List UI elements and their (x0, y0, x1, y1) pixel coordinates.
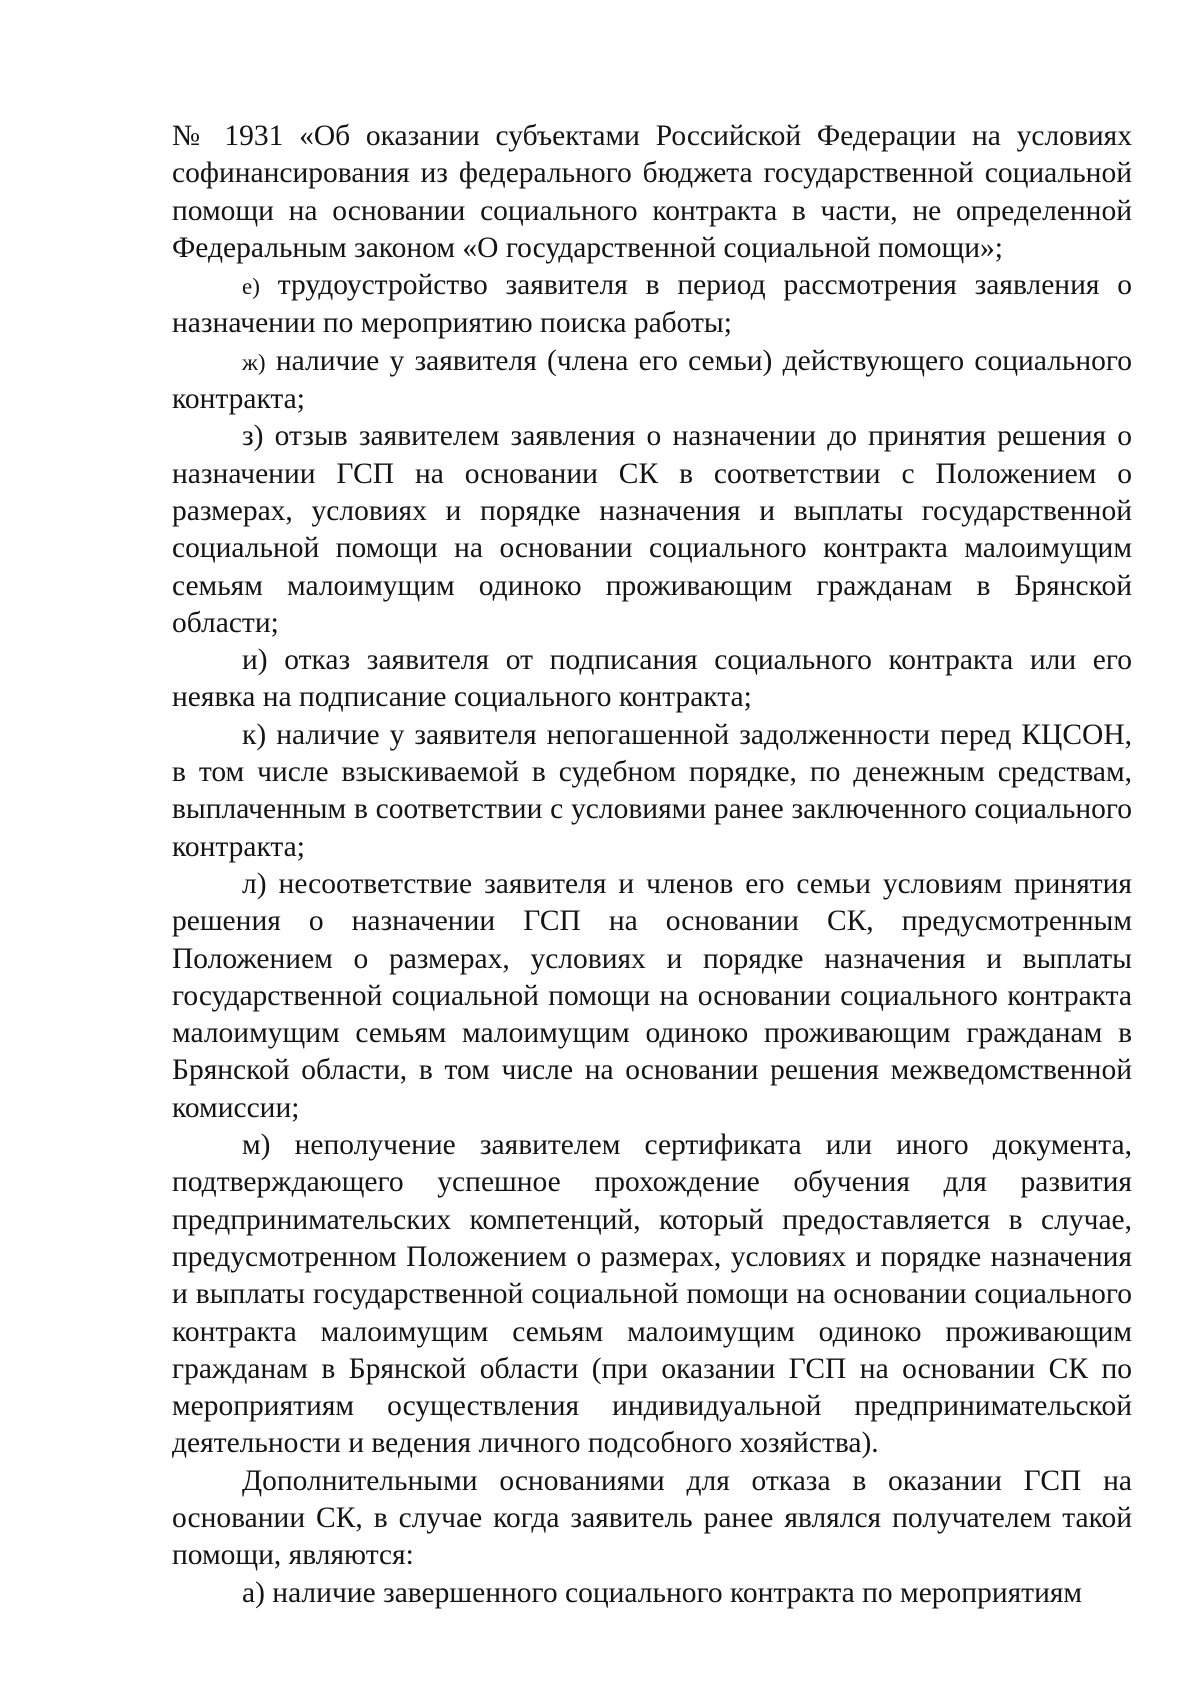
list-item-text: отказ заявителя от подписания социального контракта или его неявка на подписание социального контракта; (172, 644, 1132, 714)
list-item-z (172, 418, 1132, 642)
list-item-text: несоответствие заявителя и членов его семьи условиям принятия решения о назначении ГСП на основании СК, предусмотренным Положением о размерах, условиях и порядке назначения и выплаты государственной социальной помощи на основании социального контракта малоимущим семьям малоимущим одиноко проживающим гражданам в Брянской области, в том числе на основании решения межведомственной комиссии; (172, 867, 1133, 1124)
paragraph-text: Дополнительными основаниями для отказа в оказании ГСП на основании СК, в случае когда заявитель ранее являлся получателем такой помощи, являются: (172, 1464, 1132, 1572)
paragraph-intro (172, 118, 1132, 267)
list-marker: л) (242, 867, 267, 900)
list-item-a (172, 1575, 1132, 1612)
list-item-zh (172, 343, 1132, 419)
list-item-i (172, 642, 1132, 717)
paragraph-text: № 1931 «Об оказании субъектами Российской Федерации на условиях софинансирования из федерального бюджета государственной социальной помощи на основании социального контракта в части, не определенной Федеральным законом «О государственной социальной помощи»; (172, 120, 1132, 264)
list-item-e (172, 267, 1132, 343)
list-item-text: отзыв заявителем заявления о назначении до принятия решения о назначении ГСП на основании СК в соответствии с Положением о размерах, условиях и порядке назначения и выплаты государственной социальной помощи на основании социального контракта малоимущим семьям малоимущим одиноко проживающим гражданам в Брянской области; (172, 420, 1132, 639)
list-marker: ж) (242, 349, 266, 375)
list-marker: а) (242, 1576, 265, 1609)
list-item-l (172, 866, 1132, 1127)
list-item-text: наличие у заявителя (члена его семьи) действующего социального контракта; (172, 344, 1133, 416)
list-item-text: неполучение заявителем сертификата или иного документа, подтверждающего успешное прохождение обучения для развития предпринимательских компетенций, который предоставляется в случае, предусмотренном Положением о размерах, условиях и порядке назначения и выплаты государственной социальной помощи на основании социального контракта малоимущим семьям малоимущим одиноко проживающим гражданам в Брянской области (при оказании ГСП на основании СК по мероприятиям осуществления индивидуальной предпринимательской деятельности и ведения личного подсобного хозяйства). (172, 1129, 1133, 1460)
document-body (172, 118, 1132, 1612)
list-marker: з) (242, 420, 264, 453)
list-marker: е) (242, 274, 260, 300)
list-item-m (172, 1127, 1132, 1463)
list-marker: к) (242, 718, 267, 751)
paragraph-additional-grounds (172, 1463, 1132, 1575)
list-marker: и) (242, 644, 268, 677)
list-item-text: наличие у заявителя непогашенной задолженности перед КЦСОН, в том числе взыскиваемой в судебном порядке, по денежным средствам, выплаченным в соответствии с условиями ранее заключенного социального контракта; (172, 718, 1133, 863)
list-item-text: наличие завершенного социального контракта по мероприятиям (272, 1576, 1083, 1609)
list-item-text: трудоустройство заявителя в период рассмотрения заявления о назначении по мероприятию поиска работы; (172, 269, 1133, 340)
list-marker: м) (242, 1129, 271, 1162)
list-item-k (172, 717, 1132, 866)
